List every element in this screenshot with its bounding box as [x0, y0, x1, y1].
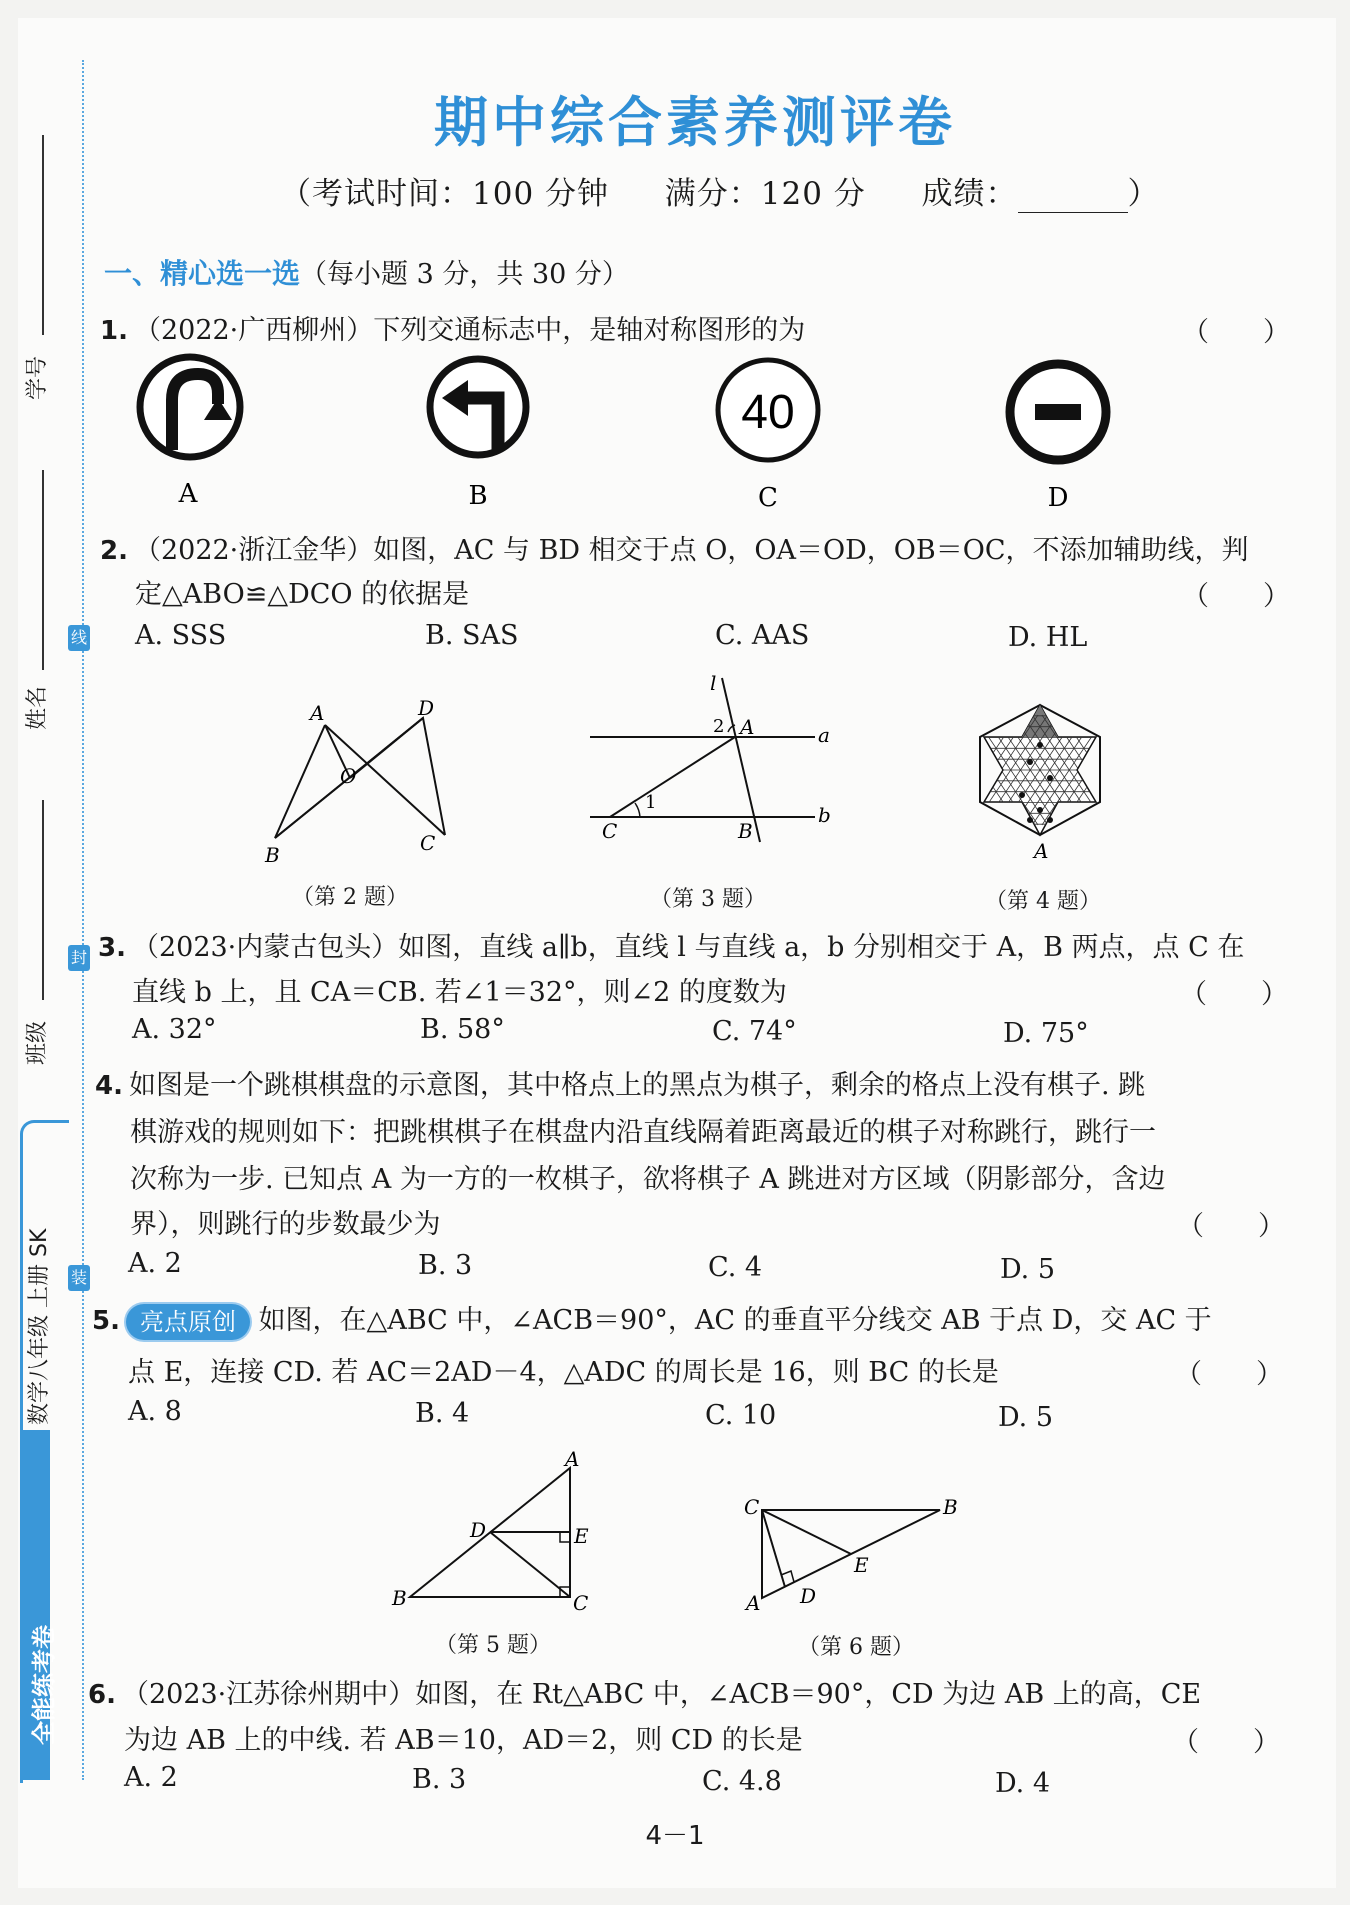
f3-label-2: 2 [713, 716, 725, 737]
q6-option-d[interactable]: D. 4 [995, 1768, 1051, 1799]
q4-option-b[interactable]: B. 3 [418, 1250, 473, 1281]
f2-label-o: O [340, 764, 357, 788]
q5-option-d[interactable]: D. 5 [998, 1402, 1054, 1433]
question-text-line1: （2022·浙江金华）如图，AC 与 BD 相交于点 O，OA＝OD，OB＝OC，不添加辅助线，判 [133, 535, 1249, 566]
f5-label-b: B [392, 1586, 407, 1610]
q5-option-c[interactable]: C. 10 [705, 1400, 777, 1431]
q3-option-a[interactable]: A. 32° [132, 1014, 217, 1045]
f6-label-b: B [943, 1495, 958, 1519]
caption-fig5: （第 5 题） [435, 1633, 551, 1658]
question-text-line1: （2023·江苏徐州期中）如图，在 Rt△ABC 中，∠ACB＝90°，CD 为边 AB 上的高，CE [121, 1679, 1202, 1710]
sign-label-b: B [468, 481, 488, 511]
student-no-blank [42, 135, 44, 335]
figure-5 [391, 1450, 589, 1615]
question-number: 4. [95, 1071, 123, 1101]
q3-option-d[interactable]: D. 75° [1003, 1018, 1089, 1049]
q2-option-a[interactable]: A. SSS [135, 620, 227, 651]
question-number: 3. [98, 933, 126, 963]
exam-info [280, 168, 1160, 213]
score-blank[interactable] [1018, 186, 1128, 213]
mark-seal: 封 [68, 945, 90, 971]
q6-option-a[interactable]: A. 2 [124, 1762, 178, 1793]
original-badge: 亮点原创 [126, 1304, 250, 1340]
f6-label-a: A [746, 1591, 761, 1615]
question-5 [92, 1298, 1212, 1340]
f3-label-b-line: b [818, 803, 831, 827]
question-4-line3: 次称为一步. 已知点 A 为一方的一枚棋子，欲将棋子 A 跳进对方区域（阴影部分，含边 [130, 1164, 1166, 1195]
question-text-line1: （2023·内蒙古包头）如图，直线 a∥b，直线 l 与直线 a，b 分别相交于 A，B 两点，点 C 在 [131, 932, 1245, 963]
question-4 [95, 1063, 1145, 1102]
class-label: 班级 [25, 1020, 50, 1065]
question-1 [100, 308, 805, 347]
sign-b-icon [430, 359, 526, 455]
exam-score-label: 成绩： [921, 176, 1018, 212]
f2-label-c: C [420, 831, 436, 855]
f3-label-a-point: A [740, 715, 755, 739]
sign-a-icon [140, 357, 240, 457]
f3-label-l: l [710, 671, 717, 695]
f3-label-b-point: B [738, 819, 753, 843]
question-number: 1. [100, 316, 128, 346]
mark-bind: 装 [68, 1265, 90, 1291]
answer-paren-6[interactable]: （ ） [1172, 1727, 1280, 1758]
f5-label-a: A [565, 1450, 580, 1471]
q6-option-b[interactable]: B. 3 [412, 1764, 467, 1795]
question-2-line2: 定△ABO≌△DCO 的依据是 [135, 579, 470, 610]
cut-line [82, 60, 84, 1780]
q2-option-d[interactable]: D. HL [1008, 622, 1088, 653]
question-3 [98, 925, 1244, 964]
sign-label-c: C [758, 483, 778, 512]
sign-c-icon [718, 360, 818, 460]
f5-label-e: E [574, 1524, 589, 1548]
q4-option-d[interactable]: D. 5 [1000, 1254, 1056, 1285]
answer-paren-2[interactable]: （ ） [1182, 581, 1290, 612]
name-label: 姓名 [25, 685, 50, 730]
q5-option-b[interactable]: B. 4 [415, 1398, 470, 1429]
f6-label-e: E [854, 1553, 869, 1577]
caption-fig2: （第 2 题） [292, 885, 408, 910]
figure-4 [945, 705, 1136, 863]
q2-option-b[interactable]: B. SAS [425, 620, 519, 651]
f5-label-c: C [573, 1591, 589, 1615]
sign-d-icon [1010, 364, 1106, 460]
q1-signs [120, 352, 1120, 512]
class-blank [42, 800, 44, 1000]
q5-option-a[interactable]: A. 8 [128, 1396, 182, 1427]
f6-label-d: D [800, 1584, 817, 1608]
figures-row-1 [230, 670, 1230, 910]
sign-c-speed: 40 [741, 386, 795, 439]
question-2 [100, 528, 1249, 567]
q4-option-c[interactable]: C. 4 [708, 1252, 763, 1283]
question-3-line2: 直线 b 上，且 CA＝CB. 若∠1＝32°，则∠2 的度数为 [132, 977, 787, 1008]
question-text-line1: 如图，在△ABC 中，∠ACB＝90°，AC 的垂直平分线交 AB 于点 D，交 AC 于 [258, 1305, 1212, 1336]
question-number: 2. [100, 536, 128, 566]
question-number: 5. [92, 1306, 120, 1336]
figure-2 [264, 696, 445, 867]
q2-option-c[interactable]: C. AAS [715, 620, 810, 651]
question-number: 6. [88, 1680, 116, 1710]
answer-paren-1[interactable]: （ ） [1182, 317, 1290, 348]
page-title: 期中综合素养测评卷 [434, 91, 956, 154]
f4-label-a: A [1034, 839, 1049, 863]
figure-6 [744, 1495, 958, 1615]
name-blank [42, 470, 44, 670]
question-4-line2: 棋游戏的规则如下：把跳棋棋子在棋盘内沿直线隔着距离最近的棋子对称跳行，跳行一 [130, 1117, 1156, 1148]
section-heading [104, 252, 629, 292]
question-5-line2: 点 E，连接 CD. 若 AC＝2AD－4，△ADC 的周长是 16，则 BC 的长是 [128, 1357, 999, 1388]
question-text-line1: 如图是一个跳棋棋盘的示意图，其中格点上的黑点为棋子，剩余的格点上没有棋子. 跳 [128, 1070, 1146, 1101]
question-4-line4: 界），则跳行的步数最少为 [130, 1209, 441, 1240]
f3-label-1: 1 [645, 792, 657, 813]
question-6 [88, 1672, 1201, 1711]
answer-paren-5[interactable]: （ ） [1175, 1359, 1283, 1390]
f5-label-d: D [470, 1518, 487, 1542]
page-number: 4－1 [645, 1821, 705, 1851]
caption-fig4: （第 4 题） [985, 889, 1101, 914]
q3-option-b[interactable]: B. 58° [420, 1014, 505, 1045]
f2-label-a: A [310, 701, 325, 725]
f3-label-c: C [602, 819, 618, 843]
sign-label-a: A [178, 479, 198, 509]
section-title: 一、精心选一选 [104, 257, 301, 290]
caption-fig3: （第 3 题） [650, 887, 766, 912]
caption-fig6: （第 6 题） [798, 1635, 914, 1660]
mark-line: 线 [68, 625, 90, 651]
exam-full-score: 满分：120 分 [664, 176, 866, 212]
series-label: 全能练考卷 [30, 1625, 58, 1745]
exam-time: （考试时间：100 分钟 [280, 176, 610, 212]
f2-label-b: B [265, 843, 280, 867]
sign-label-d: D [1047, 483, 1069, 512]
student-no-label: 学号 [25, 355, 50, 400]
figures-row-2 [380, 1450, 1000, 1640]
question-6-line2: 为边 AB 上的中线. 若 AB＝10，AD＝2，则 CD 的长是 [124, 1725, 803, 1756]
exam-info-close: ） [1127, 176, 1160, 212]
question-text: （2022·广西柳州）下列交通标志中，是轴对称图形的为 [133, 315, 806, 346]
answer-paren-3[interactable]: （ ） [1180, 979, 1288, 1010]
f3-label-a-line: a [818, 723, 830, 747]
section-note: （每小题 3 分，共 30 分） [300, 259, 629, 290]
f6-label-c: C [744, 1495, 760, 1519]
q6-option-c[interactable]: C. 4.8 [702, 1766, 782, 1797]
figure-3 [590, 671, 831, 843]
answer-paren-4[interactable]: （ ） [1177, 1211, 1285, 1242]
book-label: 数学八年级 上册 SK [27, 1228, 52, 1425]
q4-option-a[interactable]: A. 2 [128, 1248, 182, 1279]
f2-label-d: D [418, 696, 435, 720]
q3-option-c[interactable]: C. 74° [712, 1016, 797, 1047]
